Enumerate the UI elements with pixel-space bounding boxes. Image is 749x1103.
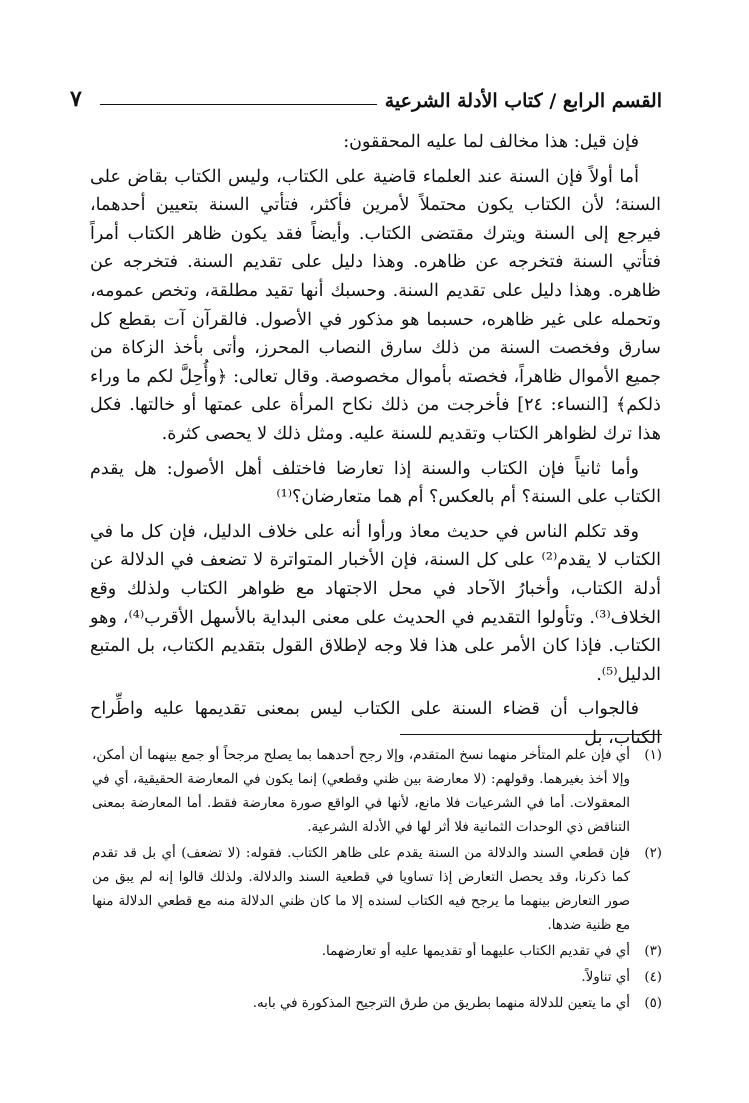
footnote-text: أي فإن علم المتأخر منهما نسخ المتقدم، وإلا رجح أحدهما بما يصلح مرجحاً أو جمع بينهما أن أمكن، وإلا أخذ بغيرهما. وقولهم: (لا معارضة بين ظني وقطعي) إنما يكون في المعارضة الحقيقية، أي في المعقولات. أما في الشرعيات فلا مانع، لأنها في الواقع صورة معارضة فقط. أما المعارضة بمعنى التناقض ذي الوحدات الثمانية فلا أثر لها في الأدلة الشرعية.: [92, 748, 630, 835]
paragraph: وأما ثانياً فإن الكتاب والسنة إذا تعارضا فاختلف أهل الأصول: هل يقدم الكتاب على السنة؟ أم بالعكس؟ أم هما متعارضان؟⁽¹⁾: [90, 458, 661, 508]
footnote-text: فإن قطعي السند والدلالة من السنة يقدم على ظاهر الكتاب. فقوله: (لا تضعف) أي بل قد تقدم كما ذكرنا، وقد يحصل التعارض إذا تساويا في قطعية السند والدلالة. ولذلك قالوا إنه لم يبق من صور التعارض بينهما ما يرجح فيه الكتاب لسنده إلا ما كان ظني الدلالة منه مع قطعي الدلالة منها مع ظنية ضدها.: [92, 846, 630, 933]
paragraph: فالجواب أن قضاء السنة على الكتاب ليس بمعنى تقديمها عليه واطِّراح الكتاب، بل: [90, 699, 661, 748]
footnote-text: أي ما يتعين للدلالة منهما بطريق من طرق الترجيح المذكورة في بابه.: [252, 996, 630, 1011]
footnote-number: (٢): [644, 846, 662, 861]
main-text: [90, 128, 661, 758]
page-number: ٧: [70, 86, 82, 112]
paragraph: فإن قيل: هذا مخالف لما عليه المحققون:: [343, 132, 639, 152]
header-rule: [100, 104, 377, 105]
footnote: [92, 842, 662, 938]
footnotes: [92, 744, 662, 1018]
footnote-number: (٤): [644, 970, 662, 985]
footnote: [92, 940, 662, 964]
footnote-number: (١): [644, 748, 662, 763]
paragraph: أما أولاً فإن السنة عند العلماء قاضية على الكتاب، وليس الكتاب بقاض على السنة؛ لأن الكتاب يكون محتملاً لأمرين فأكثر، فتأتي السنة بتعيين أحدهما، فيرجع إلى السنة ويترك مقتضى الكتاب. وأيضاً فقد يكون ظاهر الكتاب أمراً فتأتي السنة فتخرجه عن ظاهره. وهذا دليل على تقديم السنة. فتخرجه عن ظاهره. وهذا دليل على تقديم السنة. وحسبك أنها تقيد مطلقة، وتخص عمومه، وتحمله على غير ظاهره، حسبما هو مذكور في الأصول. فالقرآن آت بقطع كل سارق وفخصت السنة من ذلك سارق النصاب المحرز، وأتى بأخذ الزكاة من جميع الأموال ظاهراً، فخصته بأموال مخصوصة. وقال تعالى: ﴿وأُحِلَّ لكم ما وراء ذلكم﴾ [النساء: ٢٤] فأخرجت من ذلك نكاح المرأة على عمتها أو خالتها. فكل هذا ترك لظواهر الكتاب وتقديم للسنة عليه. ومثل ذلك لا يحصى كثرة.: [90, 166, 661, 444]
footnote: [92, 992, 662, 1016]
footnote-divider: [400, 734, 662, 735]
footnote-number: (٣): [644, 944, 662, 959]
footnote: [92, 966, 662, 990]
paragraph: وقد تكلم الناس في حديث معاذ ورأوا أنه على خلاف الدليل، فإن كل ما في الكتاب لا يقدم⁽²⁾ على كل السنة، فإن الأخبار المتواترة لا تضعف في الدلالة عن أدلة الكتاب، وأخبارُ الآحاد في محل الاجتهاد مع ظواهر الكتاب ولذلك وقع الخلاف⁽³⁾. وتأولوا التقديم في الحديث على معنى البداية بالأسهل الأقرب⁽⁴⁾، وهو الكتاب. فإذا كان الأمر على هذا فلا وجه لإطلاق القول بتقديم الكتاب، بل المتبع الدليل⁽⁵⁾.: [90, 521, 661, 685]
header-title: القسم الرابع / كتاب الأدلة الشرعية: [384, 90, 662, 112]
footnote-number: (٥): [644, 996, 662, 1011]
footnote-text: أي تناولاً.: [581, 970, 630, 985]
footnote: [92, 744, 662, 840]
footnote-text: أي في تقديم الكتاب عليهما أو تقديمها عليه أو تعارضهما.: [321, 944, 630, 959]
running-header: [70, 82, 662, 112]
